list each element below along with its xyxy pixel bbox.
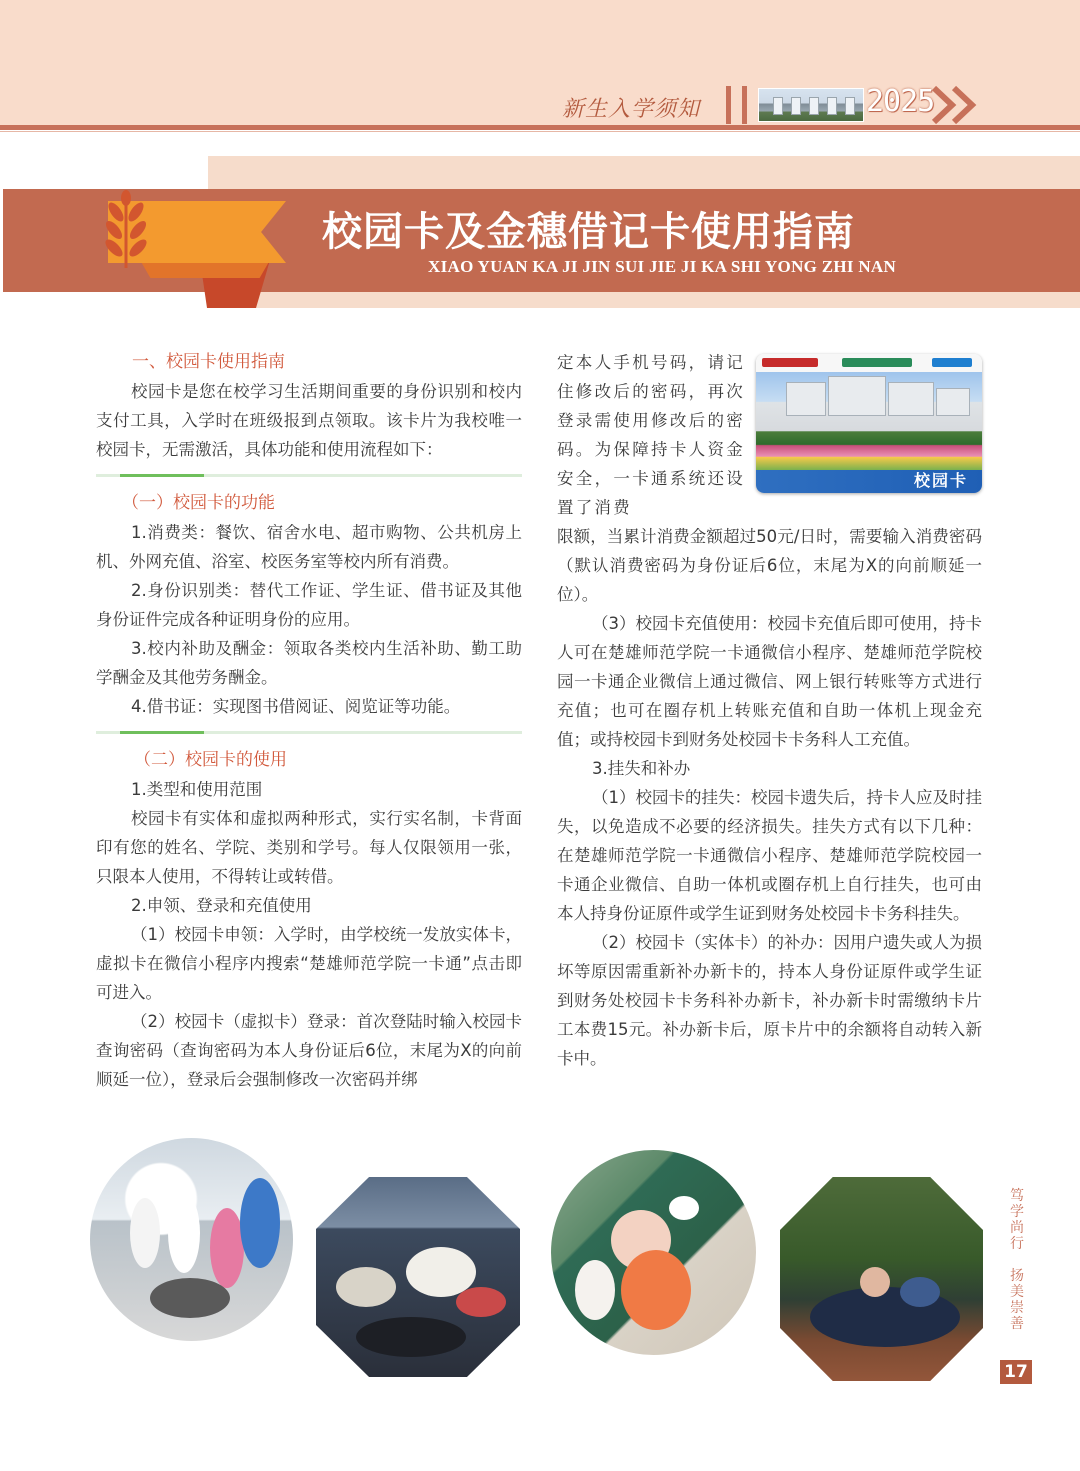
usage-apply-2: （2）校园卡（虚拟卡）登录：首次登陆时输入校园卡查询密码（查询密码为本人身份证后6位，末尾为X的向前顺延一位），登录后会强制修改一次密码并绑 [96,1012,522,1089]
motto-char: 美 [1010,1284,1024,1300]
header-label: 新生入学须知 [562,97,701,122]
page-number: 17 [1000,1360,1032,1384]
motto-char: 笃 [1010,1188,1024,1204]
motto-char: 尚 [1010,1220,1024,1236]
section-intro: 校园卡是您在校学习生活期间重要的身份识别和校内支付工具，入学时在班级报到点领取。该卡片为我校唯一校园卡，无需激活，具体功能和使用流程如下： [96,382,522,459]
header-divider [726,86,731,124]
header-year: 2025 [866,84,935,119]
page-title: 校园卡及金穗借记卡使用指南 [322,208,855,255]
usage-apply-2-end: 限额，当累计消费金额超过50元/日时，需要输入消费密码（默认消费密码为身份证后6位，末尾为X的向前顺延一位）。 [557,527,982,604]
motto-char: 崇 [1010,1300,1024,1316]
section-heading: 一、校园卡使用指南 [132,352,285,372]
loss-item-2: （2）校园卡（实体卡）的补办：因用户遗失或人为损坏等原因需重新补办新卡的，持本人身份证原件或学生证到财务处校园卡卡务科补办新卡，补办新卡时需缴纳卡片工本费15元。补办新卡后，原卡片中的余额将自动转入新卡中。 [557,933,982,1068]
usage-apply-3: （3）校园卡充值使用：校园卡充值后即可使用，持卡人可在楚雄师范学院一卡通微信小程序、楚雄师范学院校园一卡通企业微信上通过微信、网上银行转账等方式进行充值；也可在圈存机上转账充值和自助一体机上现金充值；或持校园卡到财务处校园卡卡务科人工充值。 [557,614,982,749]
loss-title: 3.挂失和补办 [592,759,691,778]
usage-apply-1: （1）校园卡申领：入学时，由学校统一发放实体卡，虚拟卡在微信小程序内搜索“楚雄师范学院一卡通”点击即可进入。 [96,925,522,1002]
campus-card-image [756,354,982,493]
function-item: 1.消费类：餐饮、宿舍水电、超市购物、公共机房上机、外网充值、浴室、校医务室等校内所有消费。 [96,523,522,571]
function-item: 2.身份识别类：替代工作证、学生证、借书证及其他身份证件完成各种证明身份的应用。 [96,581,522,629]
subsection-heading-usage: （二）校园卡的使用 [134,750,287,770]
photo-lab-students [90,1138,293,1341]
header-rule [0,125,1080,130]
subsection-heading-functions: （一）校园卡的功能 [122,493,275,513]
photo-chalkboard-writing [551,1150,756,1355]
function-item: 4.借书证：实现图书借阅证、阅览证等功能。 [131,697,461,716]
header-divider-2 [742,86,747,124]
usage-apply-2-continued: 定本人手机号码，请记住修改后的密码，再次登录需使用修改后的密码。为保障持卡人资金安全，一卡通系统还设置了消费 [557,353,745,517]
loss-item-1: （1）校园卡的挂失：校园卡遗失后，持卡人应及时挂失，以免造成不必要的经济损失。挂失方式有以下几种：在楚雄师范学院一卡通微信小程序、楚雄师范学院校园一卡通企业微信、自助一体机或圈存机上自行挂失，也可由本人持身份证原件或学生证到财务处校园卡卡务科挂失。 [557,788,982,923]
usage-apply-title: 2.申领、登录和充值使用 [131,896,312,915]
left-column [96,348,522,1094]
header-rule-thin [0,131,1080,132]
motto-char: 学 [1010,1204,1024,1220]
motto-char: 行 [1010,1236,1024,1252]
section-divider [96,474,522,477]
photo-forest-group [780,1177,983,1381]
usage-type-title: 1.类型和使用范围 [131,780,263,799]
leaf-branch-icon [96,190,156,270]
page-title-pinyin: XIAO YUAN KA JI JIN SUI JIE JI KA SHI YONG ZHI NAN [428,257,897,276]
usage-type-text: 校园卡有实体和虚拟两种形式，实行实名制，卡背面印有您的姓名、学院、类别和学号。每人仅限领用一张，只限本人使用，不得转让或转借。 [96,809,522,886]
motto-char: 扬 [1010,1268,1024,1284]
chevron-arrows-icon [930,84,986,126]
header-campus-photo [758,88,864,122]
side-motto [1008,1188,1026,1332]
card-label-band [756,470,982,493]
function-item: 3.校内补助及酬金：领取各类校内生活补助、勤工助学酬金及其他劳务酬金。 [96,639,522,687]
card-logo-strip [756,354,982,372]
card-campus-photo [756,372,982,470]
photo-crowd-hall [316,1177,520,1377]
card-label: 校园卡 [913,471,968,490]
section-divider [96,731,522,734]
motto-char: 善 [1010,1316,1024,1332]
